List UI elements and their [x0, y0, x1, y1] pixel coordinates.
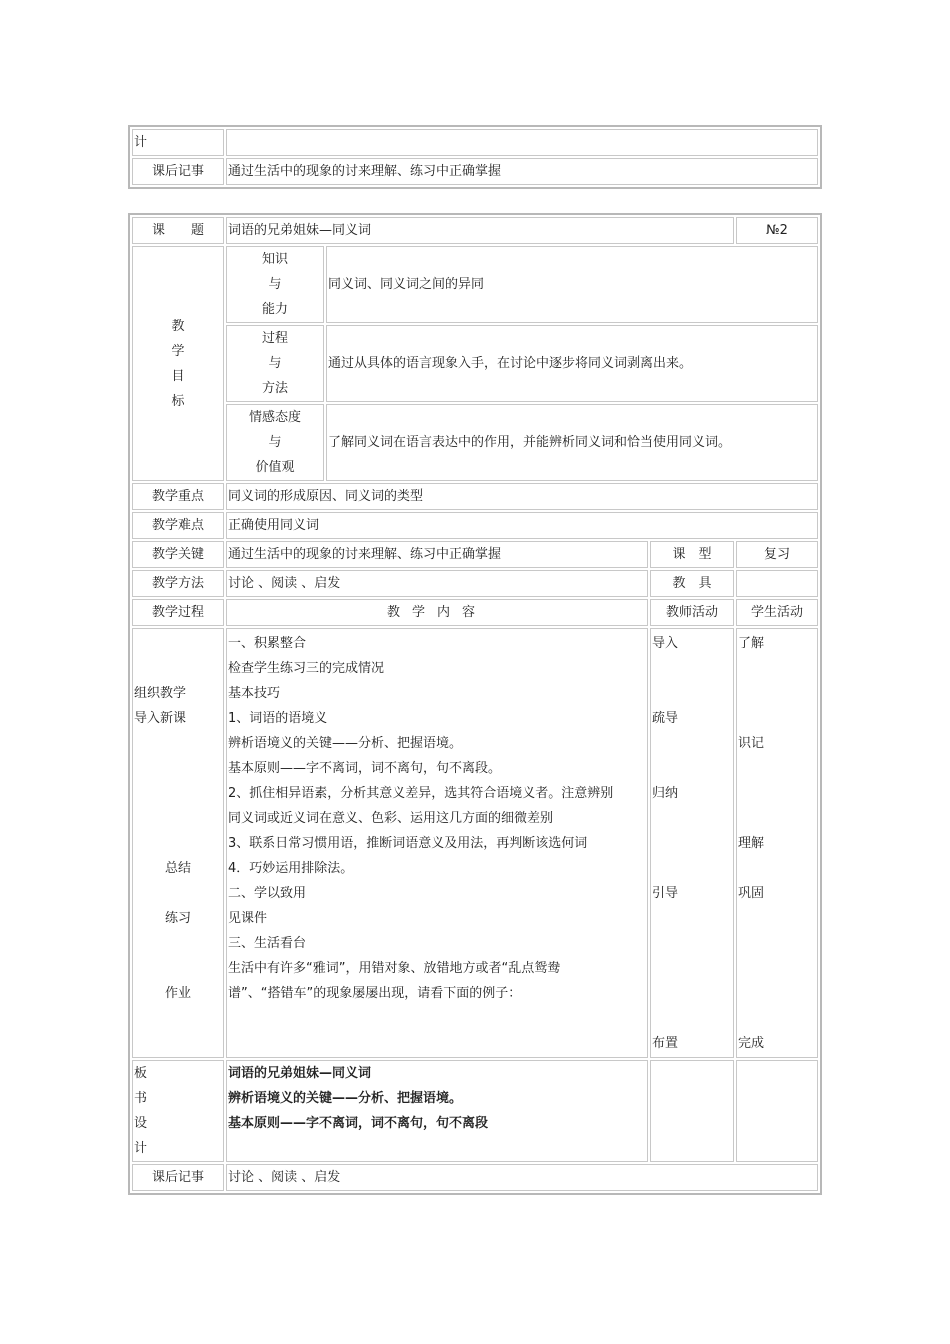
process-content-column: 一、积累整合 检查学生练习三的完成情况 基本技巧 1、词语的语境义 辨析语境义的关键——分析、把握语境。 基本原则——字不离词，词不离句，句不离段。 2、抓住相异语素，分析其意义差异，选其符合语境义者。注意辨别 同义词或近义词在意义、色彩、运用这几方面的细微差别 3、联系日常习惯用语，推断词语意义及用法，再判断该选何词 4．巧妙运用排除法。 二、学以致用 见课件 三、生活看台 生活中有许多“雅词”，用错对象、放错地方或者“乱点鸳鸯 谱”、“搭错车”的现象屡屡出现，请看下面的例子：: [226, 628, 648, 1058]
lesson-number: №2: [736, 217, 818, 244]
goal-text-process: 通过从具体的语言现象入手，在讨论中逐步将同义词剥离出来。: [326, 325, 818, 402]
tools-value: [736, 570, 818, 597]
student-header: 学生活动: [736, 599, 818, 626]
difficulty-label: 教学难点: [132, 512, 224, 539]
process-label: 教学过程: [132, 599, 224, 626]
board-teacher-cell: [650, 1060, 734, 1162]
focus-label: 教学重点: [132, 483, 224, 510]
lesson-table: [128, 213, 822, 1195]
key-value: 通过生活中的现象的讨来理解、练习中正确掌握: [226, 541, 648, 568]
teacher-header: 教师活动: [650, 599, 734, 626]
type-label: 课 型: [650, 541, 734, 568]
design-label-tail: 计: [132, 129, 224, 156]
after-class-notes-label: 课后记事: [132, 1164, 224, 1191]
topic-label: 课 题: [132, 217, 224, 244]
method-value: 讨论 、阅读 、启发: [226, 570, 648, 597]
difficulty-value: 正确使用同义词: [226, 512, 818, 539]
goal-label-process: 过程 与 方法: [226, 325, 324, 402]
process-stage-column: 组织教学 导入新课 总结 练习 作业: [132, 628, 224, 1058]
teacher-activity-column: 导入 疏导 归纳 引导 布置: [650, 628, 734, 1058]
board-design-label: 板 书 设 计: [132, 1060, 224, 1162]
board-design-content: 词语的兄弟姐妹—同义词 辨析语境义的关键——分析、把握语境。 基本原则——字不离词，词不离句，句不离段: [226, 1060, 648, 1162]
lesson-table-previous: [128, 125, 822, 189]
topic-value: 词语的兄弟姐妹—同义词: [226, 217, 734, 244]
tools-label: 教 具: [650, 570, 734, 597]
goals-label: 教 学 目 标: [132, 246, 224, 481]
type-value: 复习: [736, 541, 818, 568]
design-content-tail: [226, 129, 818, 156]
board-student-cell: [736, 1060, 818, 1162]
goal-text-knowledge: 同义词、同义词之间的异同: [326, 246, 818, 323]
goal-text-emotion: 了解同义词在语言表达中的作用，并能辨析同义词和恰当使用同义词。: [326, 404, 818, 481]
content-header: 教学内容: [226, 599, 648, 626]
after-class-notes-value: 讨论 、阅读 、启发: [226, 1164, 818, 1191]
student-activity-column: 了解 识记 理解 巩固 完成: [736, 628, 818, 1058]
method-label: 教学方法: [132, 570, 224, 597]
notes-label: 课后记事: [132, 158, 224, 185]
notes-text: 通过生活中的现象的讨来理解、练习中正确掌握: [226, 158, 818, 185]
goal-label-emotion: 情感态度 与 价值观: [226, 404, 324, 481]
key-label: 教学关键: [132, 541, 224, 568]
focus-value: 同义词的形成原因、同义词的类型: [226, 483, 818, 510]
goal-label-knowledge: 知识 与 能力: [226, 246, 324, 323]
